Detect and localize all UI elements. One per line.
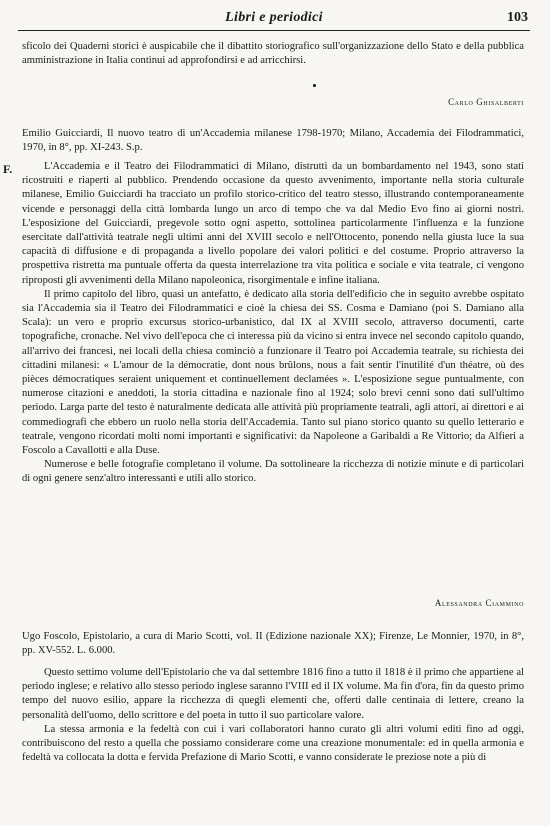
review1-paragraph-3: Numerose e belle fotografie completano il volume. Da sottolineare la ricchezza di notizie minute e di particolari di ogni genere senz'altro interessanti e utili allo storico. (22, 459, 524, 485)
ink-dot (313, 84, 316, 87)
review2-citation-block (22, 630, 524, 658)
review1-body (22, 160, 524, 487)
review2-paragraph-1: Questo settimo volume dell'Epistolario che va dal settembre 1816 fino a tutto il 1818 è il primo che appartiene al periodo inglese; e relativo allo stesso periodo inglese saranno l'VIII ed il IX volume. Ma fin d'ora, fin da questo primo tempo del nuovo esilio, appare la ricchezza di quegli elementi che, offerti dalle centinaia di lettere, creano la personalità dell'uomo, dello scrittore e del poeta in tutto il suo particolare valore. (22, 667, 524, 721)
review2-paragraph-2: La stessa armonia e la fedeltà con cui i vari collaboratori hanno curato gli altri volumi editi fino ad oggi, contribuiscono del resto a quella che possiamo considerare come una creazione monumentale: ed in quella armonia e fedeltà va collocata la dotta e fervida Prefazione di Mario Scotti, e vanno considerate le preziose note a più di (22, 723, 524, 764)
margin-mark: F. (3, 162, 13, 176)
review1-paragraph-1: L'Accademia e il Teatro dei Filodrammatici di Milano, distrutti da un bombardamento nel 1943, sono stati ricostruiti e riaperti al pubblico. Prendendo occasione da questo avvenimento, importante nella storia culturale milanese, Emilio Guicciardi ha tracciato un profilo storico-critico del teatro stesso, illustrando contemporaneamente vicende e personaggi della città lombarda lungo un arco di tempo che va dal Medio Evo fino ai giorni nostri. L'esposizione del Guicciardi, pregevole sotto ogni aspetto, sottolinea particolarmente l'influenza e la funzione esercitate dall'attività teatrale negli ultimi anni del XVIII secolo e nell'Ottocento, ponendo nella giusta luce la sua capacità di diffusione e di propaganda a livello popolare dei valori politici e del costume. Proprio attraverso la prospettiva ristretta ma puntuale offerta da questa interrelazione tra vita politica e sociale e vita teatrale, ci vengono riproposti gli avvenimenti della Milano napoleonica, risorgimentale e infine italiana. (22, 161, 524, 286)
running-title: Libri e periodici (225, 10, 323, 25)
running-header (18, 10, 530, 31)
review2-body (22, 666, 524, 765)
continuation-text-block (22, 40, 524, 68)
signature-ciammino: Alessandra Ciammino (434, 598, 524, 608)
continuation-paragraph: sficolo dei Quaderni storici è auspicabile che il dibattito storiografico sull'organizzazione dello Stato e della pubblica amministrazione in Italia continui ad approfondirsi e ad arricchirsi. (22, 41, 524, 67)
review1-paragraph-2: Il primo capitolo del libro, quasi un antefatto, è dedicato alla storia dell'edificio che in seguito avrebbe ospitato sia l'Accademia sia il Teatro dei Filodrammatici e cioè la chiesa dei SS. Cosma e Damiano (poi S. Damiano alla Scala): un vero e proprio excursus storico-urbanistico, dal IX al XVIII secolo, attraverso documenti, carte topografiche, cronache. Nel vivo dell'epoca che ci interessa più da vicino si entra invece nel secondo capitolo quando, all'arrivo dei francesi, nei locali della chiesa cominciò a funzionare il Teatro poi Accademia teatrale, su richiesta dei cittadini milanesi: « L'amour de la démocratie, dont nous brûlons, nous a fait sentir l'inutilité d'un théatre, où des pièces démocratiques seraient uniquement et continuellement declamées ». L'esposizione segue puntualmente, con numerose citazioni e aneddoti, la storia cittadina e nazionale fino al 1924; solo brevi cenni sono dati sull'ultimo periodo. Larga parte del testo è naturalmente dedicata alle attività più propriamente teatrali, agli attori, ai direttori e ai commediografi che ebbero un ruolo nella storia dell'Accademia. Tanto sul piano storico quanto su quello letterario e teatrale, vengono ricordati molti nomi importanti e significativi: da Napoleone a Garibaldi a Re Vittorio; da Alfieri a Foscolo a Cavallotti e alla Duse. (22, 288, 524, 457)
review2-citation: Ugo Foscolo, Epistolario, a cura di Mario Scotti, vol. II (Edizione nazionale XX); Firenze, Le Monnier, 1970, in 8°, pp. XV-552. L. 6.000. (22, 631, 524, 657)
review1-citation: Emilio Guicciardi, Il nuovo teatro di un'Accademia milanese 1798-1970; Milano, Accademia dei Filodrammatici, 1970, in 8°, pp. XI-243. S.p. (22, 128, 524, 154)
signature-ghisalberti: Carlo Ghisalberti (448, 97, 524, 107)
review1-citation-block (22, 127, 524, 155)
page-number: 103 (507, 10, 528, 25)
